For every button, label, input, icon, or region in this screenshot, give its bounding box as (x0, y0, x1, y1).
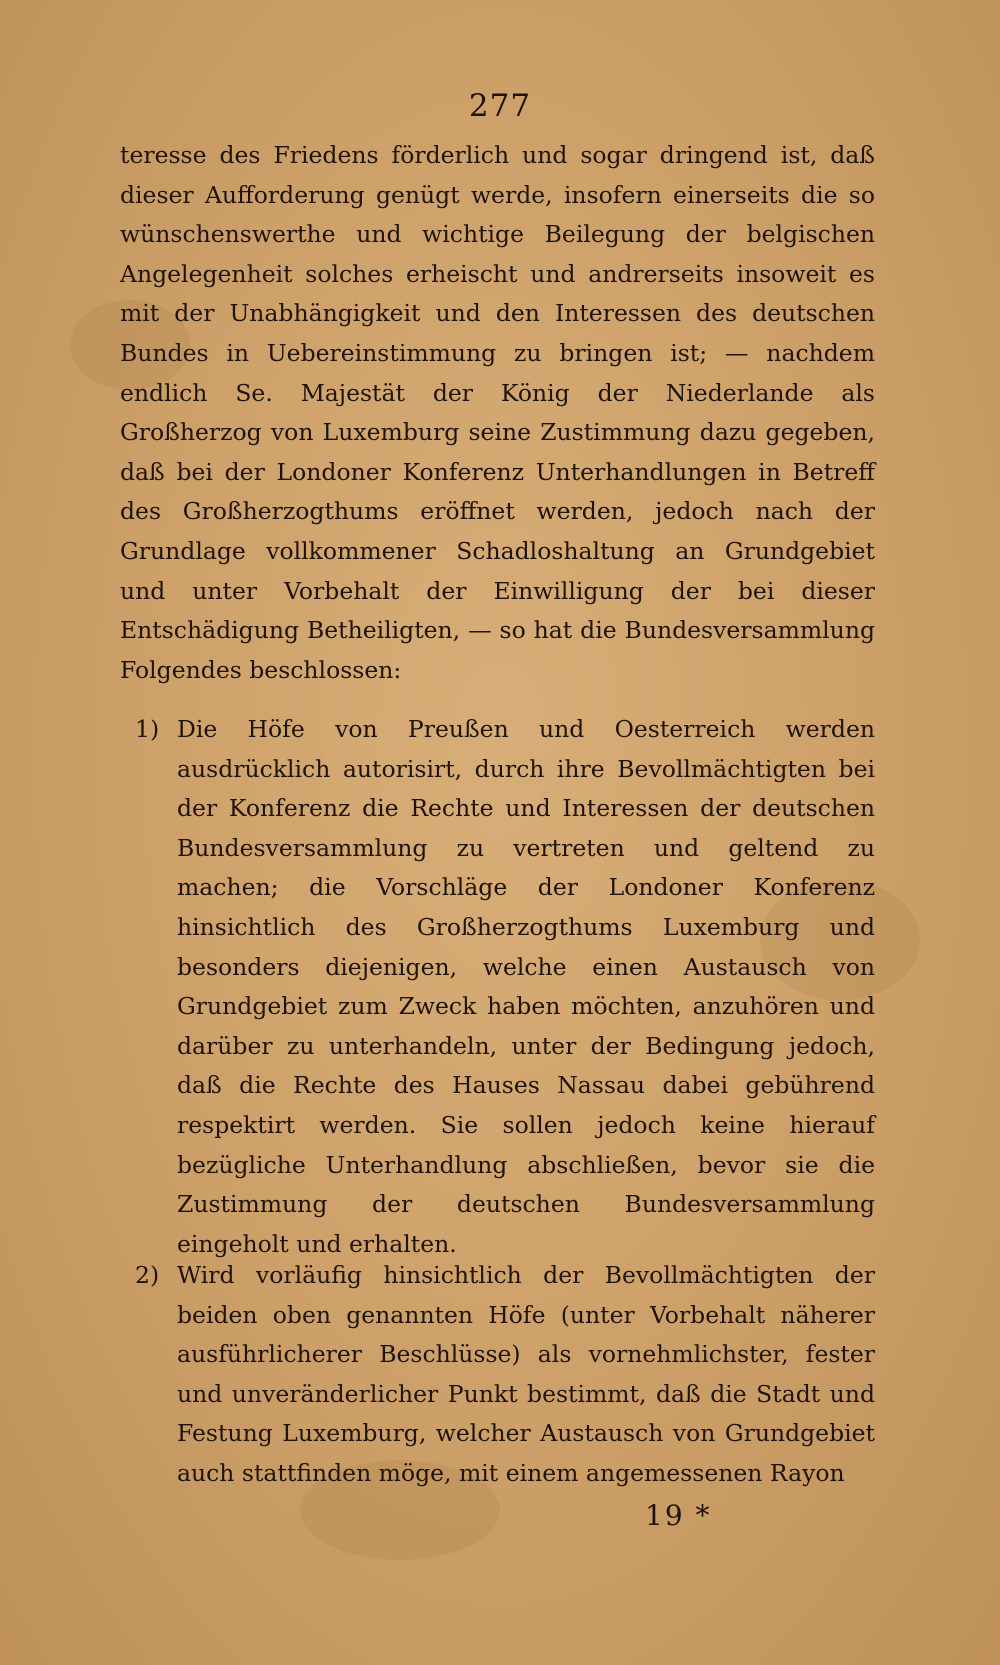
intro-paragraph: teresse des Friedens förderlich und sogar dringend ist, daß dieser Aufforderung genügt werde, insofern einerseits die so wünschenswerthe und wichtige Beilegung der belgischen Angelegenheit solches erheischt und andrerseits insoweit es mit der Unabhängigkeit und den Interessen des deutschen Bundes in Uebereinstimmung zu bringen ist; — nachdem endlich Se. Majestät der König der Niederlande als Großherzog von Luxemburg seine Zustimmung dazu gegeben, daß bei der Londoner Konferenz Unterhandlungen in Betreff des Großherzogthums eröffnet werden, jedoch nach der Grundlage vollkommener Schadloshaltung an Grundgebiet und unter Vorbehalt der Einwilligung der bei dieser Entschädigung Betheiligten, — so hat die Bundesversammlung Folgendes beschlossen: (120, 141, 875, 684)
list-item (135, 1256, 875, 1494)
list-item (135, 710, 875, 1264)
list-item-number: 1) (135, 715, 160, 743)
page-number: 277 (468, 88, 532, 124)
signature-mark: 19 * (645, 1499, 712, 1532)
list-item-text: Wird vorläufig hinsichtlich der Bevollmächtigten der beiden oben genannten Höfe (unter Vorbehalt näherer ausführlicherer Beschlüsse) als vornehmlichster, fester und unveränderlicher Punkt bestimmt, daß die Stadt und Festung Luxemburg, welcher Austausch von Grundgebiet auch stattfinden möge, mit einem angemessenen Rayon (177, 1261, 875, 1487)
list-item-text: Die Höfe von Preußen und Oesterreich werden ausdrücklich autorisirt, durch ihre Bevollmächtigten bei der Konferenz die Rechte und Interessen der deutschen Bundesversammlung zu vertreten und geltend zu machen; die Vorschläge der Londoner Konferenz hinsichtlich des Großherzogthums Luxemburg und besonders diejenigen, welche einen Austausch von Grundgebiet zum Zweck haben möchten, anzuhören und darüber zu unterhandeln, unter der Bedingung jedoch, daß die Rechte des Hauses Nassau dabei gebührend respektirt werden. Sie sollen jedoch keine hierauf bezügliche Unterhandlung abschließen, bevor sie die Zustimmung der deutschen Bundesversammlung eingeholt und erhalten. (177, 715, 875, 1258)
list-item-number: 2) (135, 1261, 160, 1289)
